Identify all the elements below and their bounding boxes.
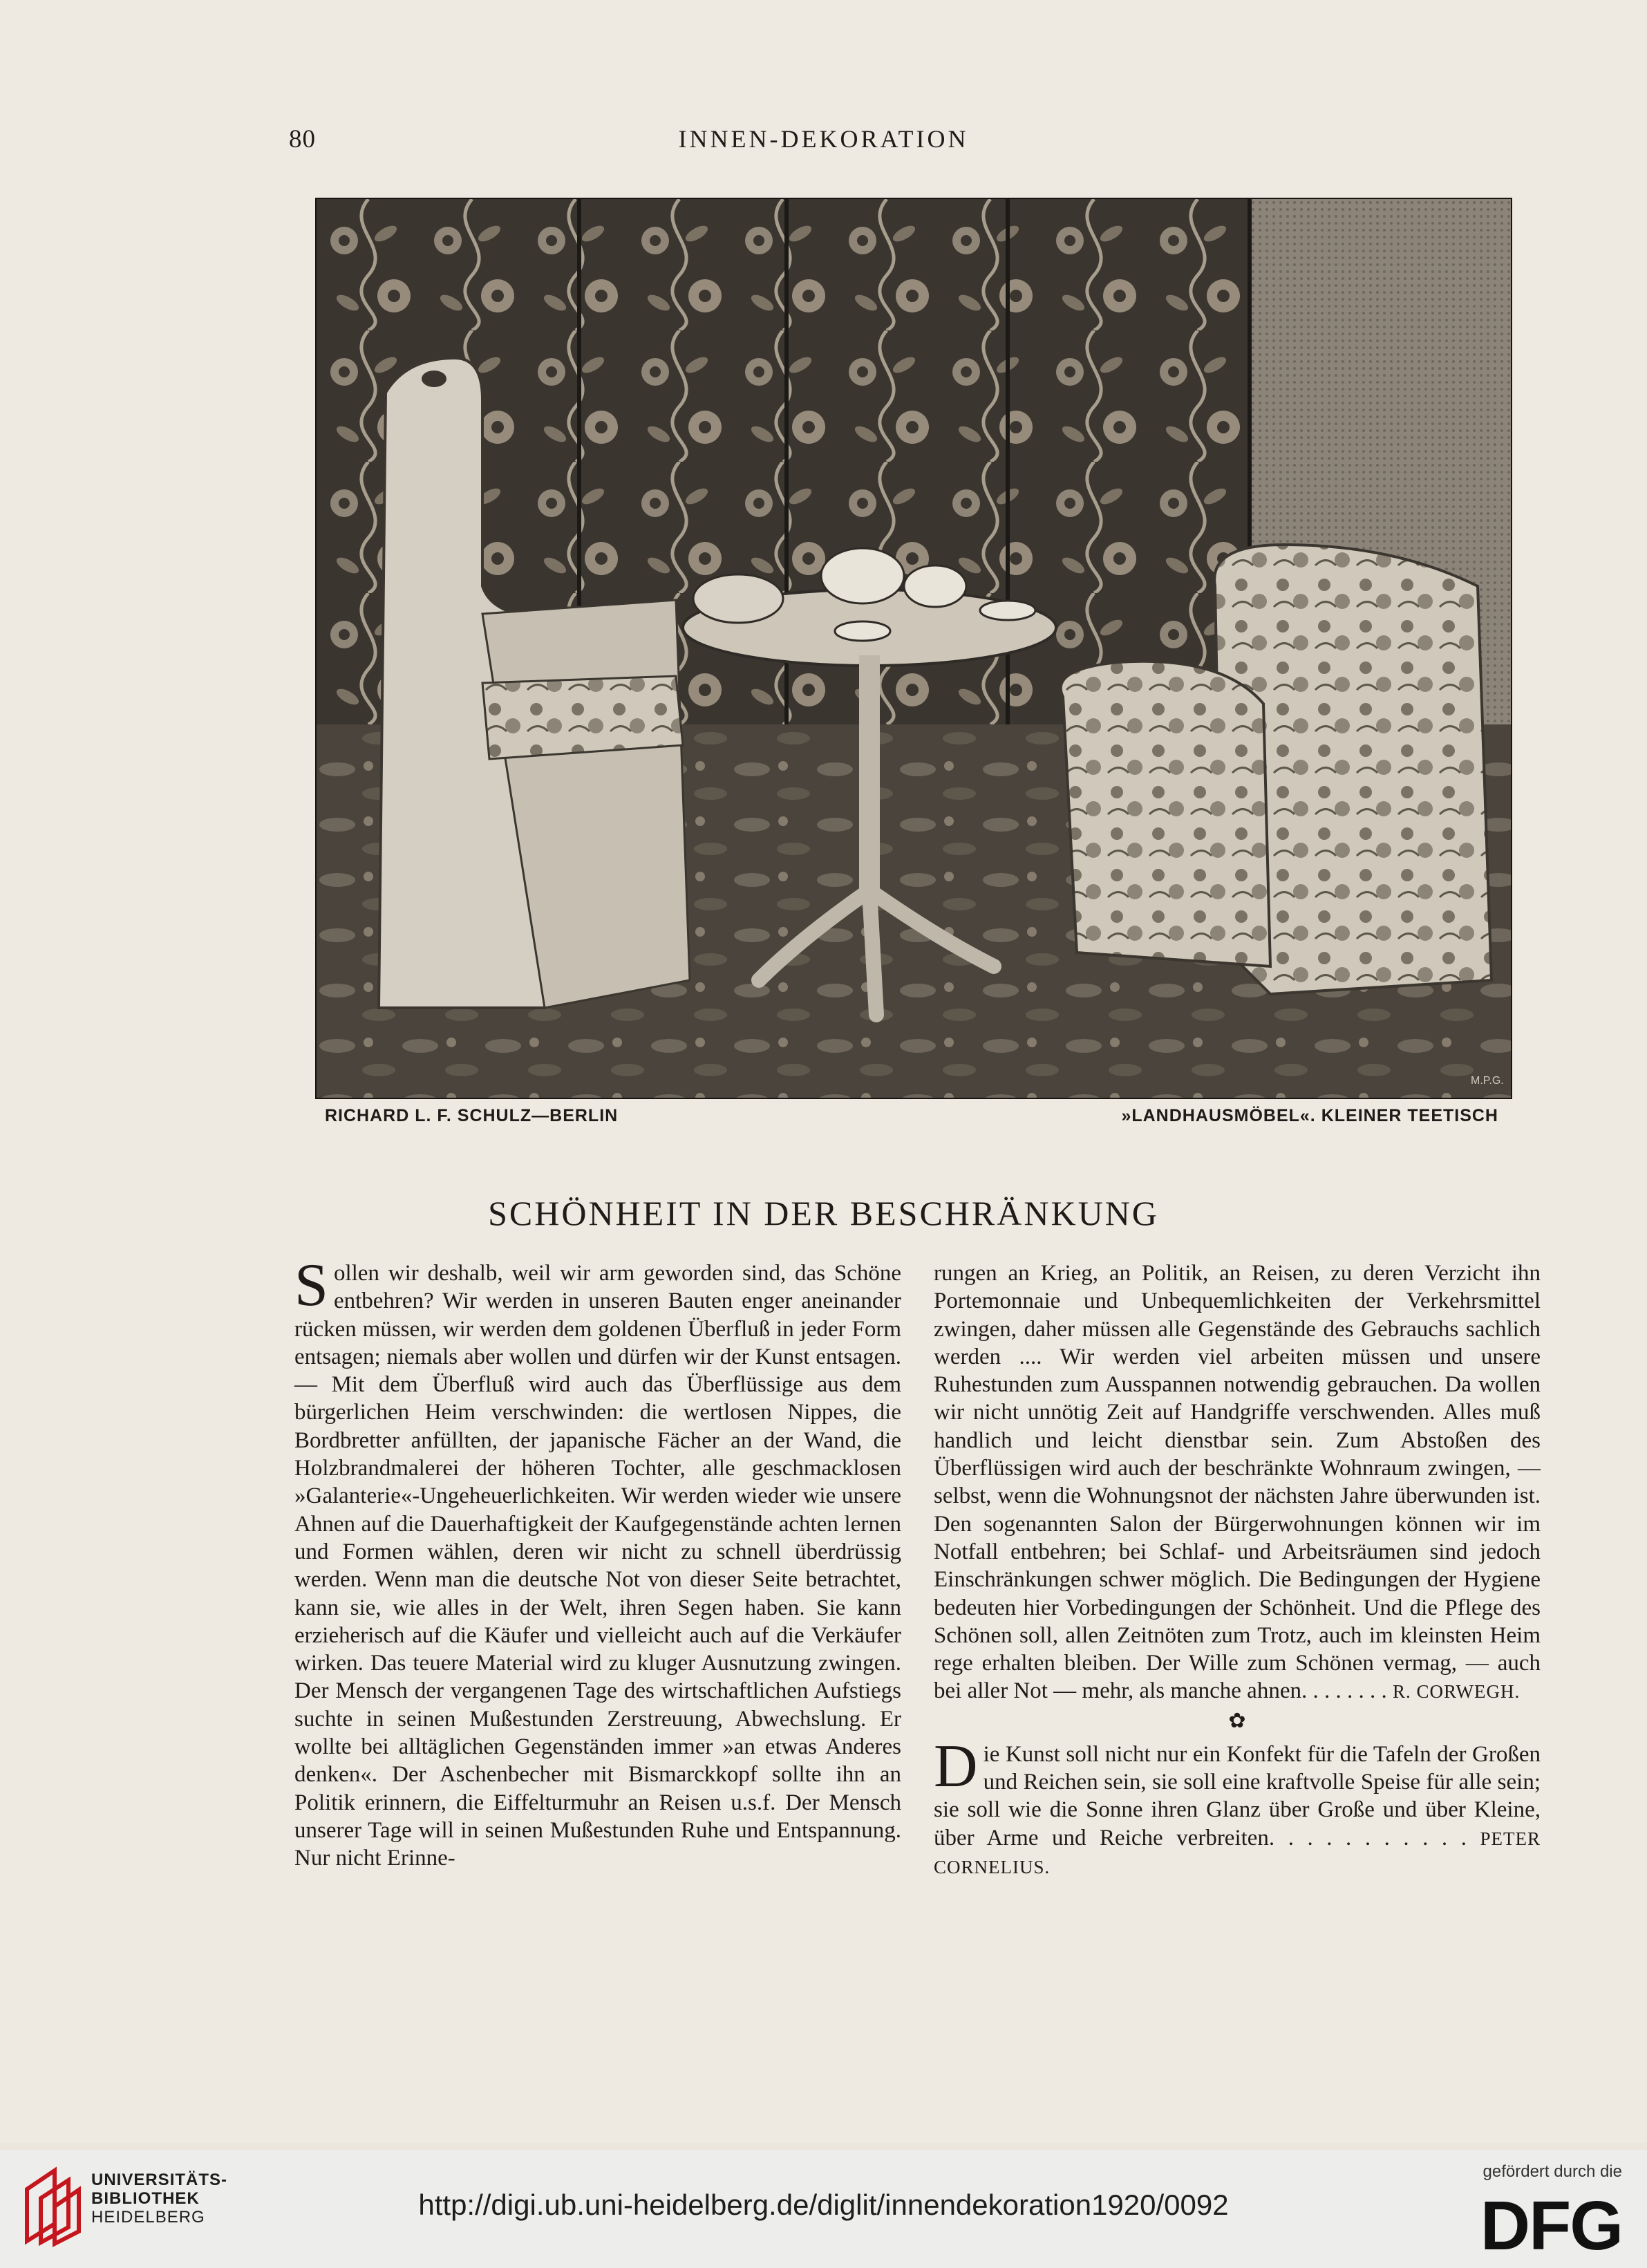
paragraph-left: [294, 1252, 901, 1873]
dfg-logo: DFG: [1480, 2187, 1622, 2265]
paragraph-right: [934, 1259, 1541, 1706]
text-column-right: [934, 1259, 1541, 1881]
quote-paragraph: [934, 1732, 1541, 1881]
photo-monogram: M.P.G.: [1471, 1075, 1504, 1087]
text-column-left: [294, 1252, 901, 1873]
page-number: 80: [289, 125, 316, 153]
article-title: SCHÖNHEIT IN DER BESCHRÄNKUNG: [488, 1194, 1159, 1233]
permalink-url[interactable]: http://digi.ub.uni-heidelberg.de/diglit/innendekoration1920/0092: [418, 2189, 1229, 2221]
running-head: INNEN-DEKORATION: [678, 125, 969, 153]
digitization-footer: [0, 2150, 1647, 2268]
library-name-line-3: HEIDELBERG: [91, 2208, 205, 2227]
author-signature: R. CORWEGH.: [1392, 1681, 1521, 1703]
caption-object: »LANDHAUSMÖBEL«. KLEINER TEETISCH: [1121, 1106, 1498, 1125]
quote-signature: PETER CORNELIUS.: [934, 1828, 1541, 1877]
library-name-line-2: BIBLIOTHEK: [91, 2189, 200, 2208]
left-column-text: ollen wir deshalb, weil wir arm geworden sind, das Schöne entbehren? Wir werden in unseren Bauten enger aneinander rücken müssen, wir werden dem goldenen Überfluß in jeder Form entsagen; niemals aber wollen und dürfen wir der Kunst entsagen. — Mit dem Überfluß wird auch das Überflüssige aus dem bürgerlichen Heim verschwinden: die wertlosen Nippes, die Bordbretter anfüllten, der japanische Fächer an der Wand, die Holzbrandmalerei der höheren Tochter, alle geschmacklosen »Galanterie«-Ungeheuerlichkeiten. Wir werden wieder wie unsere Ahnen auf die Dauerhaftigkeit der Kaufgegenstände achten lernen und Formen wählen, deren wir nicht zu schnell überdrüssig werden. Wenn man die deutsche Not von dieser Seite betrachtet, kann sie, wie alles in der Welt, ihren Segen haben. Sie kann erzieherisch auf die Käufer und vielleicht auch auf die Verkäufer wirken. Das teuere Material wird zu kluger Ausnutzung zwingen. Der Mensch der vergangenen Tage des wirtschaftlichen Aufstiegs suchte in seinen Mußestunden Zerstreuung, Abwechslung. Er wollte bei alltäglichen Gegenständen immer »an etwas Anderes denken«. Der Aschenbecher mit Bismarckkopf sollte ihn an Politik erinnern, die Eiffelturmuhr an Reisen u.s.f. Der Mensch unserer Tage will in seinen Mußestunden Ruhe und Entspannung. Nur nicht Erinne-: [294, 1261, 901, 1871]
library-name-line-1: UNIVERSITÄTS-: [91, 2171, 228, 2189]
right-column-text: rungen an Krieg, an Politik, an Reisen, zu deren Verzicht ihn Portemonnaie und Unbequemlichkeiten der Verkehrsmittel zwingen, daher müssen alle Gegenstände des Gebrauchs sachlich werden .... Wir werden viel arbeiten müssen und unsere Ruhestunden zum Ausspannen notwendig gebrauchen. Da wollen wir nicht unnötig Zeit auf Handgriffe verschwenden. Alles muß handlich und leicht dienstbar sein. Zum Abstoßen des Überflüssigen wird auch der beschränkte Wohnraum zwingen, — selbst, wenn die Wohnungsnot der nächsten Jahre überwunden ist. Den sogenannten Salon der Bürgerwohnungen können wir im Notfall entbehren; bei Schlaf- und Arbeitsräumen sind jedoch Einschränkungen schwer möglich. Die Bedingungen der Hygiene bedeuten hier Vorbedingungen der Schönheit. Und die Pflege des Schönen soll, allen Zeitnöten zum Trotz, auch im kleinsten Heim rege erhalten bleiben. Der Wille zum Schönen vermag, — auch bei aller Not — mehr, als manche ahnen. . . . . . . .: [934, 1261, 1541, 1704]
dropcap-d: D: [934, 1732, 978, 1800]
fleuron-ornament-icon: ✿: [1228, 1709, 1246, 1732]
caption-designer: RICHARD L. F. SCHULZ—BERLIN: [325, 1106, 619, 1125]
quote-text: ie Kunst soll nicht nur ein Konfekt für die Tafeln der Großen und Reichen sein, sie soll eine kraftvolle Speise für alle sein; sie soll wie die Sonne ihren Glanz über Große und über Kleine, über Arme und Reiche verbreiten. . . . . . . . . . .: [934, 1741, 1541, 1850]
sponsor-note: gefördert durch die: [1483, 2162, 1622, 2181]
furniture-photograph: [315, 198, 1512, 1099]
dropcap-s: S: [294, 1252, 328, 1319]
